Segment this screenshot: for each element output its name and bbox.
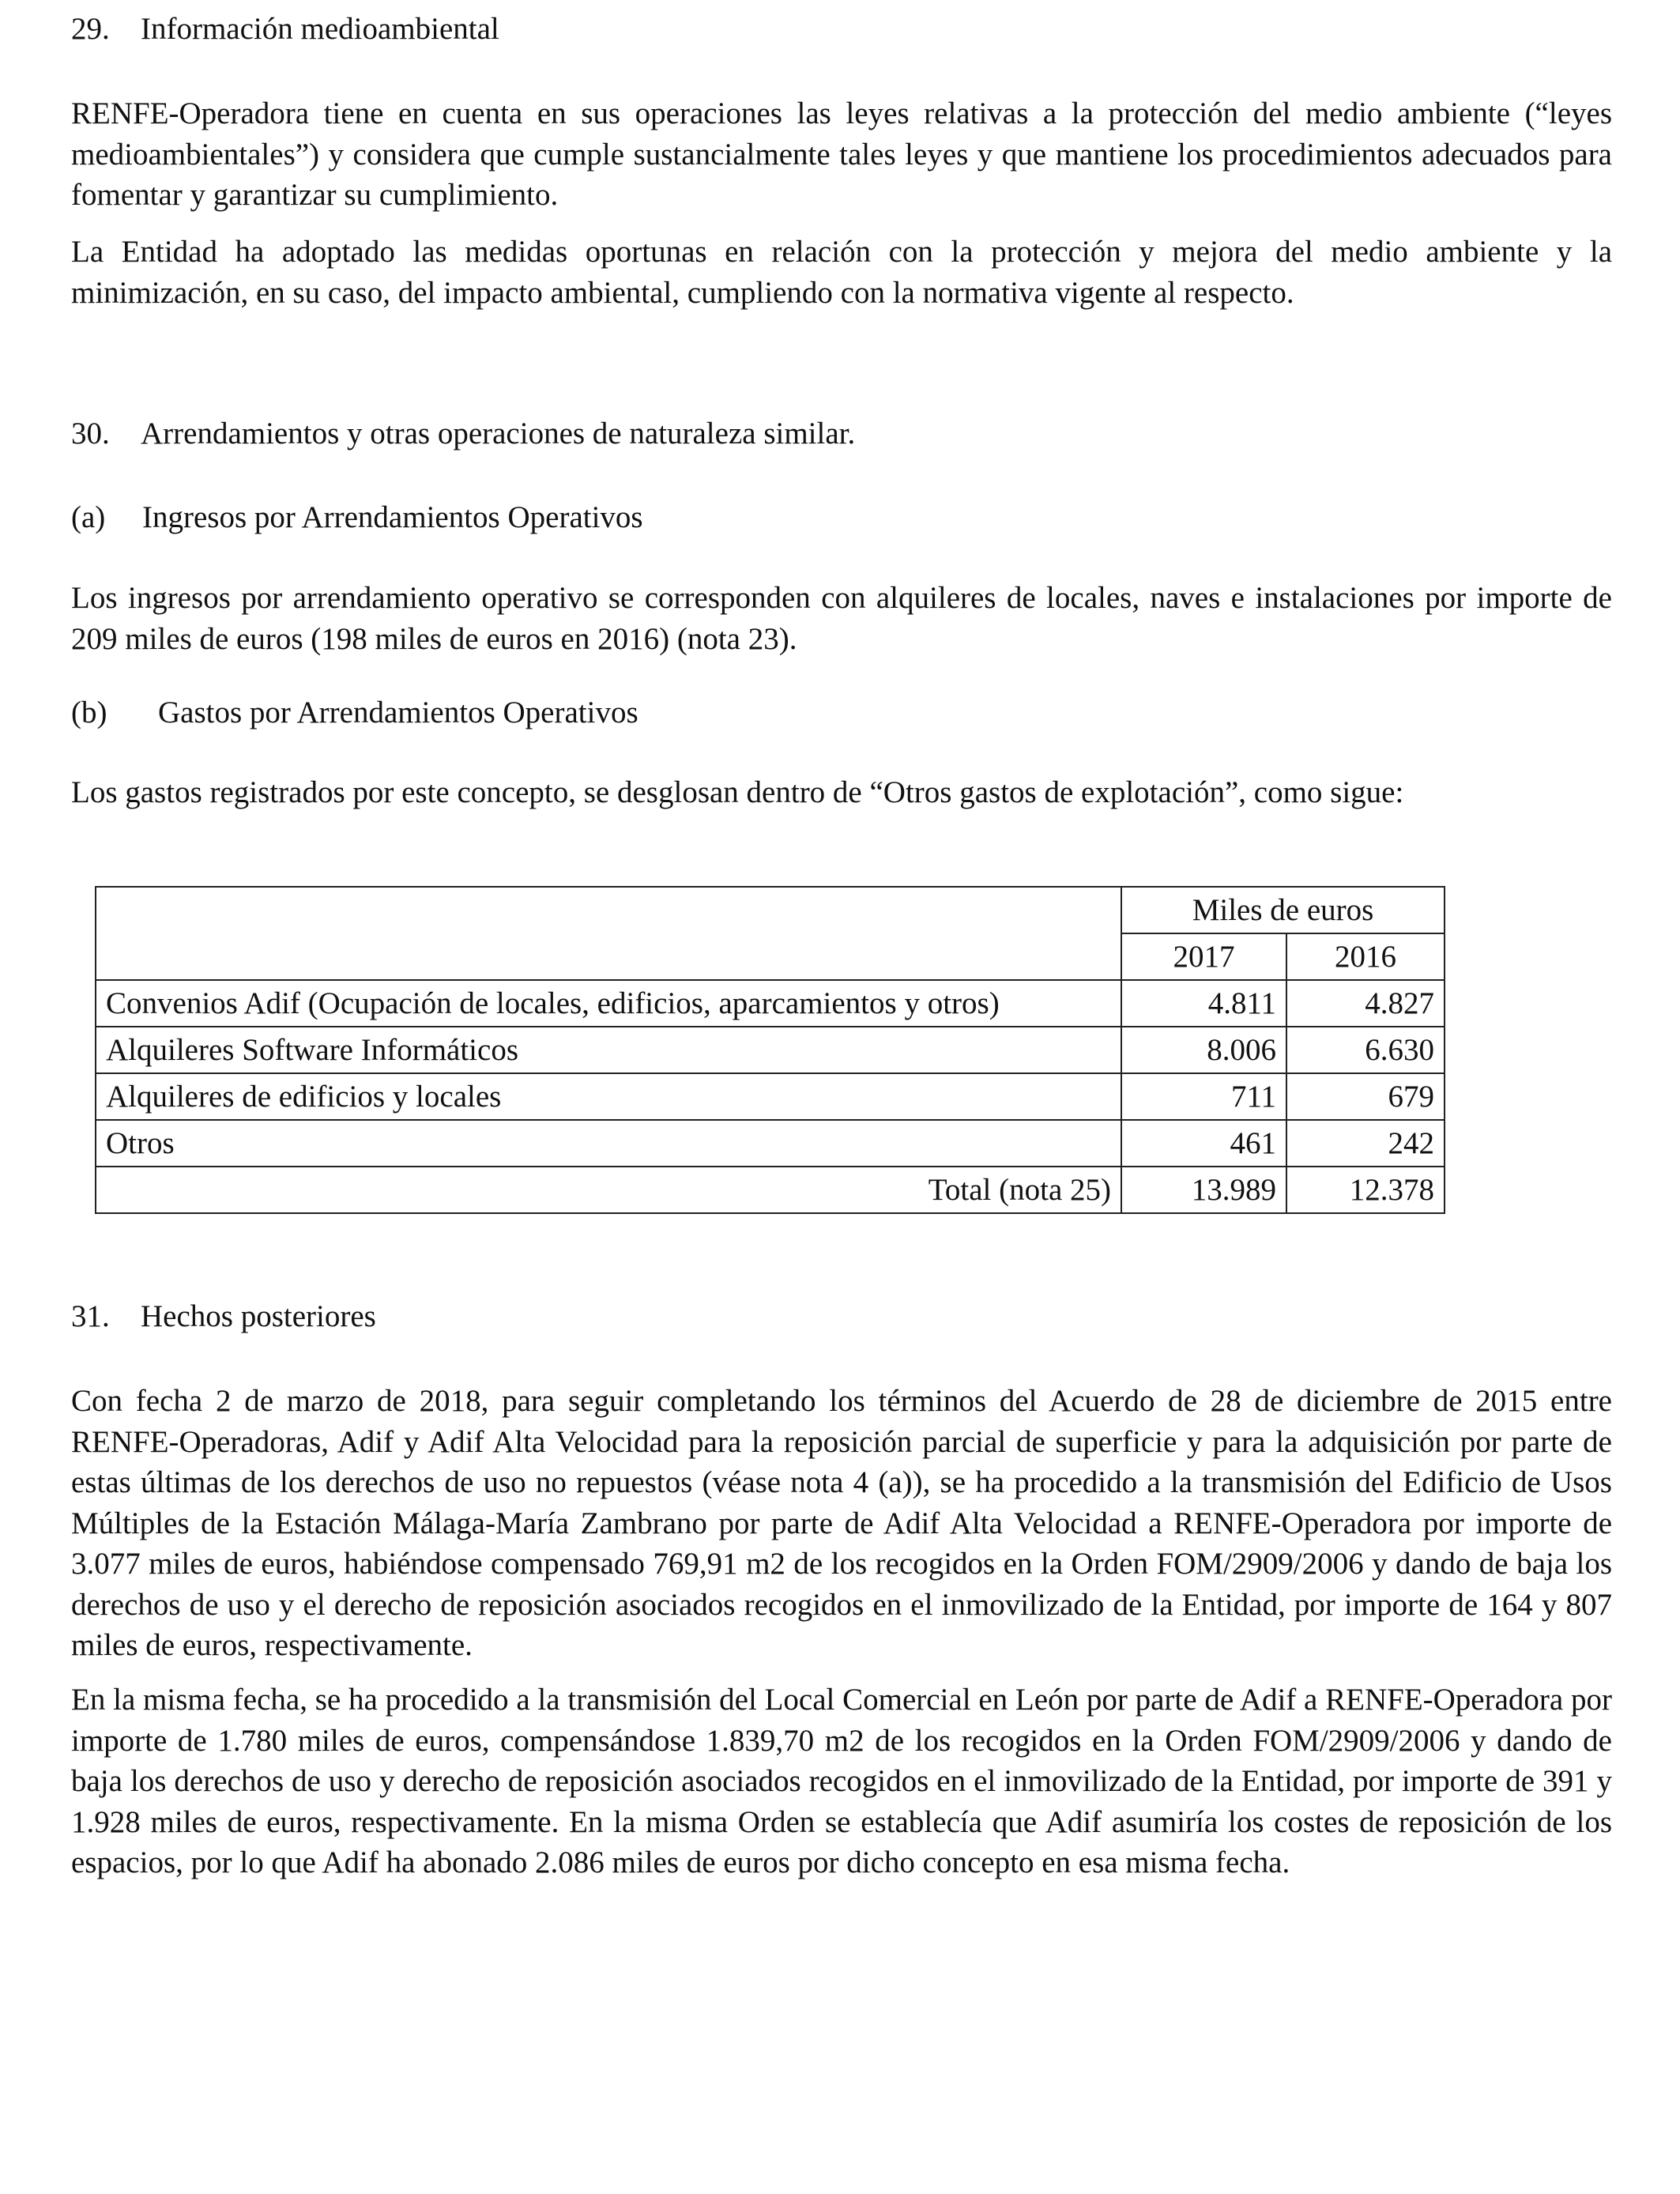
row-label: Alquileres Software Informáticos — [96, 1027, 1121, 1073]
table-row — [96, 980, 1445, 1027]
section-29-number: 29. — [71, 12, 110, 46]
section-29-title: Información medioambiental — [141, 12, 499, 46]
row-value-2017: 8.006 — [1121, 1027, 1286, 1073]
row-label: Otros — [96, 1120, 1121, 1167]
table-row — [96, 1073, 1445, 1120]
table-year-2016-header: 2016 — [1286, 933, 1445, 980]
table-unit-header: Miles de euros — [1121, 887, 1445, 933]
subsection-a-heading — [71, 498, 1612, 537]
row-value-2016: 679 — [1286, 1073, 1445, 1120]
row-label: Convenios Adif (Ocupación de locales, edificios, aparcamientos y otros) — [96, 980, 1121, 1027]
subsection-b-heading — [71, 693, 1612, 733]
table-header-row-2 — [96, 933, 1445, 980]
section-31-paragraph-1: Con fecha 2 de marzo de 2018, para seguir completando los términos del Acuerdo de 28 de diciembre de 2015 entre RENFE-Operadoras, Adif y Adif Alta Velocidad para la reposición parcial de superficie y para la adquisición por parte de estas últimas de los derechos de uso no repuestos (véase nota 4 (a)), se ha procedido a la transmisión del Edificio de Usos Múltiples de la Estación Málaga-María Zambrano por parte de Adif Alta Velocidad a RENFE-Operadora por importe de 3.077 miles de euros, habiéndose compensado 769,91 m2 de los recogidos en la Orden FOM/2909/2006 y dando de baja los derechos de uso y el derecho de reposición asociados recogidos en el inmovilizado de la Entidad, por importe de 164 y 807 miles de euros, respectivamente. — [71, 1384, 1612, 1662]
total-value-2016: 12.378 — [1286, 1167, 1445, 1213]
row-value-2017: 711 — [1121, 1073, 1286, 1120]
subsection-a-marker: (a) — [71, 500, 106, 534]
section-30-heading — [71, 414, 1612, 454]
row-value-2017: 4.811 — [1121, 980, 1286, 1027]
row-label: Alquileres de edificios y locales — [96, 1073, 1121, 1120]
table-year-2017-header: 2017 — [1121, 933, 1286, 980]
subsection-b-paragraph: Los gastos registrados por este concepto, se desglosan dentro de “Otros gastos de explotación”, como sigue: — [71, 775, 1404, 809]
section-29-heading — [71, 9, 1612, 49]
section-30-title: Arrendamientos y otras operaciones de naturaleza similar. — [141, 417, 856, 450]
operating-lease-expenses-table — [95, 886, 1445, 1214]
row-value-2016: 4.827 — [1286, 980, 1445, 1027]
subsection-b-title: Gastos por Arrendamientos Operativos — [158, 696, 638, 729]
section-29-paragraph-2: La Entidad ha adoptado las medidas oportunas en relación con la protección y mejora del medio ambiente y la minimización, en su caso, del impacto ambiental, cumpliendo con la normativa vigente al respecto. — [71, 235, 1612, 310]
section-31-title: Hechos posteriores — [141, 1299, 376, 1333]
total-value-2017: 13.989 — [1121, 1167, 1286, 1213]
table-row — [96, 1027, 1445, 1073]
section-31-paragraph-2: En la misma fecha, se ha procedido a la transmisión del Local Comercial en León por parte de Adif a RENFE-Operadora por importe de 1.780 miles de euros, compensándose 1.839,70 m2 de los recogidos en la Orden FOM/2909/2006 y dando de baja los derechos de uso y derecho de reposición asociados recogidos en el inmovilizado de la Entidad, por importe de 391 y 1.928 miles de euros, respectivamente. En la misma Orden se establecía que Adif asumiría los costes de reposición de los espacios, por lo que Adif ha abonado 2.086 miles de euros por dicho concepto en esa misma fecha. — [71, 1683, 1612, 1879]
subsection-b-marker: (b) — [71, 696, 107, 729]
total-label: Total (nota 25) — [96, 1167, 1121, 1213]
row-value-2016: 6.630 — [1286, 1027, 1445, 1073]
section-31-heading — [71, 1297, 1612, 1336]
section-30-number: 30. — [71, 417, 110, 450]
row-value-2016: 242 — [1286, 1120, 1445, 1167]
subsection-a-paragraph: Los ingresos por arrendamiento operativo se corresponden con alquileres de locales, naves e instalaciones por importe de 209 miles de euros (198 miles de euros en 2016) (nota 23). — [71, 581, 1612, 656]
row-value-2017: 461 — [1121, 1120, 1286, 1167]
table-header-blank — [96, 933, 1121, 980]
subsection-a-title: Ingresos por Arrendamientos Operativos — [142, 500, 643, 534]
table-header-row-1 — [96, 887, 1445, 933]
table-total-row — [96, 1167, 1445, 1213]
section-29-paragraph-1: RENFE-Operadora tiene en cuenta en sus operaciones las leyes relativas a la protección del medio ambiente (“leyes medioambientales”) y considera que cumple sustancialmente tales leyes y que mantiene los procedimientos adecuados para fomentar y garantizar su cumplimiento. — [71, 96, 1612, 212]
table-row — [96, 1120, 1445, 1167]
section-31-number: 31. — [71, 1299, 110, 1333]
table-header-blank — [96, 887, 1121, 933]
